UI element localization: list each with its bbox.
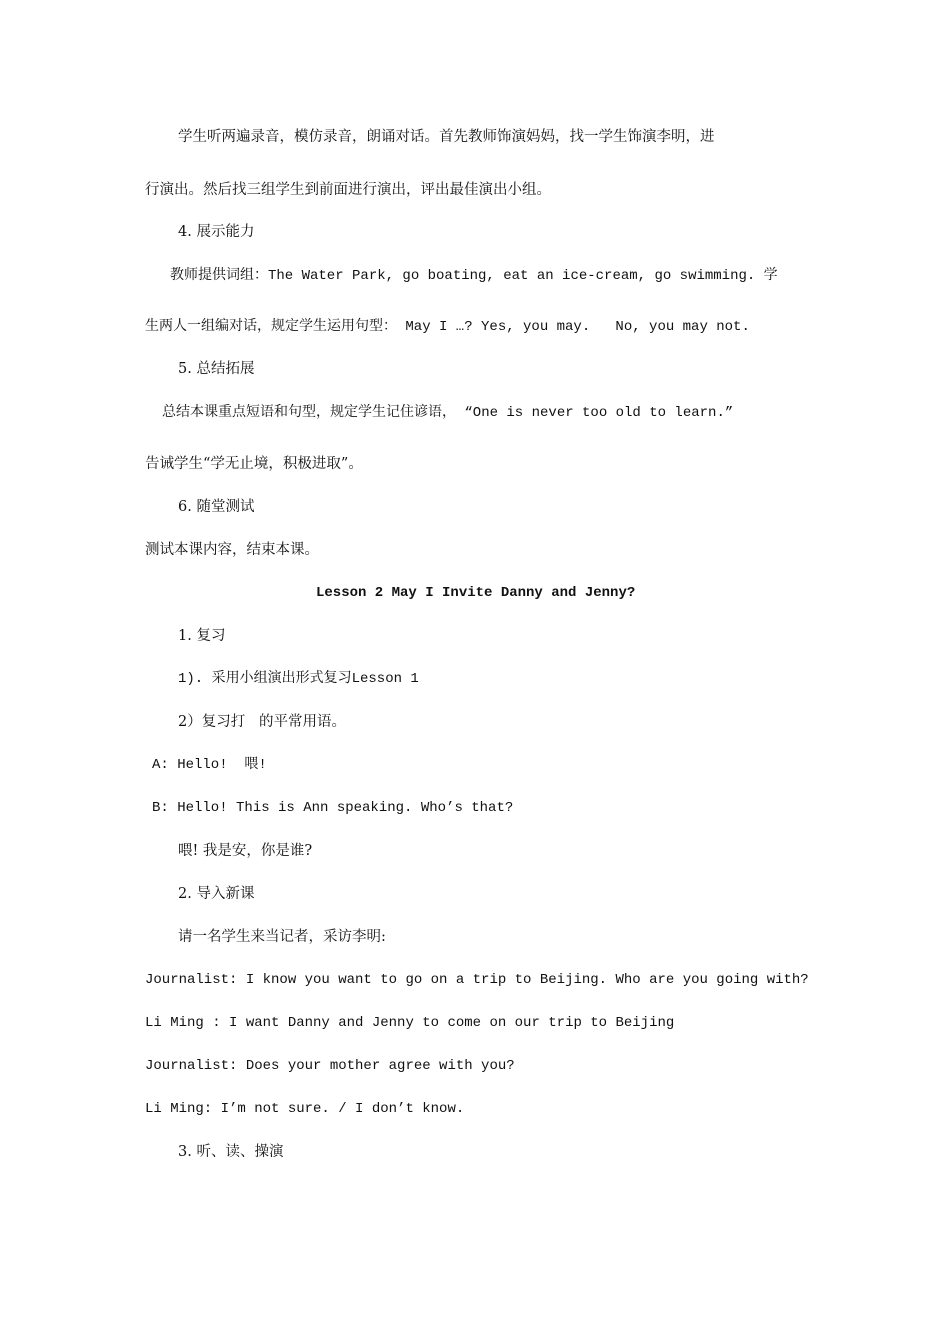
- paragraph-line: 请一名学生来当记者，采访李明:: [178, 929, 386, 945]
- dialogue-line: B: Hello! This is Ann speaking. Who’s that?: [152, 800, 514, 816]
- paragraph-line: 测试本课内容，结束本课。: [145, 542, 319, 558]
- section-heading: 1. 复习: [178, 628, 226, 644]
- section-heading: 2. 导入新课: [178, 886, 255, 902]
- dialogue-translation: 喂! 我是安，你是谁?: [178, 843, 313, 859]
- dialogue-line: Journalist: I know you want to go on a trip to Beijing. Who are you going with?: [145, 972, 809, 988]
- paragraph-line: 告诫学生“学无止境，积极进取”。: [145, 456, 363, 472]
- paragraph-line: 行演出。然后找三组学生到前面进行演出，评出最佳演出小组。: [145, 182, 551, 198]
- section-heading: 3. 听、读、操演: [178, 1144, 284, 1160]
- list-item: 1). 采用小组演出形式复习Lesson 1: [178, 671, 419, 687]
- dialogue-line: Li Ming: I’m not sure. / I don’t know.: [145, 1101, 465, 1117]
- paragraph-line: 学生听两遍录音，模仿录音，朗诵对话。首先教师饰演妈妈，找一学生饰演李明，进: [178, 129, 715, 145]
- paragraph-line: 生两人一组编对话，规定学生运用句型： May I …? Yes, you may. No, you may not.: [145, 319, 750, 335]
- lesson-title: Lesson 2 May I Invite Danny and Jenny?: [316, 585, 636, 601]
- section-heading: 6. 随堂测试: [178, 499, 255, 515]
- section-heading: 5. 总结拓展: [178, 361, 255, 377]
- dialogue-line: A: Hello! 喂!: [152, 757, 267, 773]
- dialogue-line: Journalist: Does your mother agree with you?: [145, 1058, 515, 1074]
- section-heading: 4. 展示能力: [178, 224, 255, 240]
- dialogue-line: Li Ming : I want Danny and Jenny to come on our trip to Beijing: [145, 1015, 675, 1031]
- list-item: 2）复习打 的平常用语。: [178, 714, 347, 730]
- paragraph-line: 总结本课重点短语和句型，规定学生记住谚语， “One is never too old to learn.”: [162, 405, 734, 421]
- paragraph-line: 教师提供词组：The Water Park, go boating, eat an ice-cream, go swimming. 学: [170, 268, 778, 284]
